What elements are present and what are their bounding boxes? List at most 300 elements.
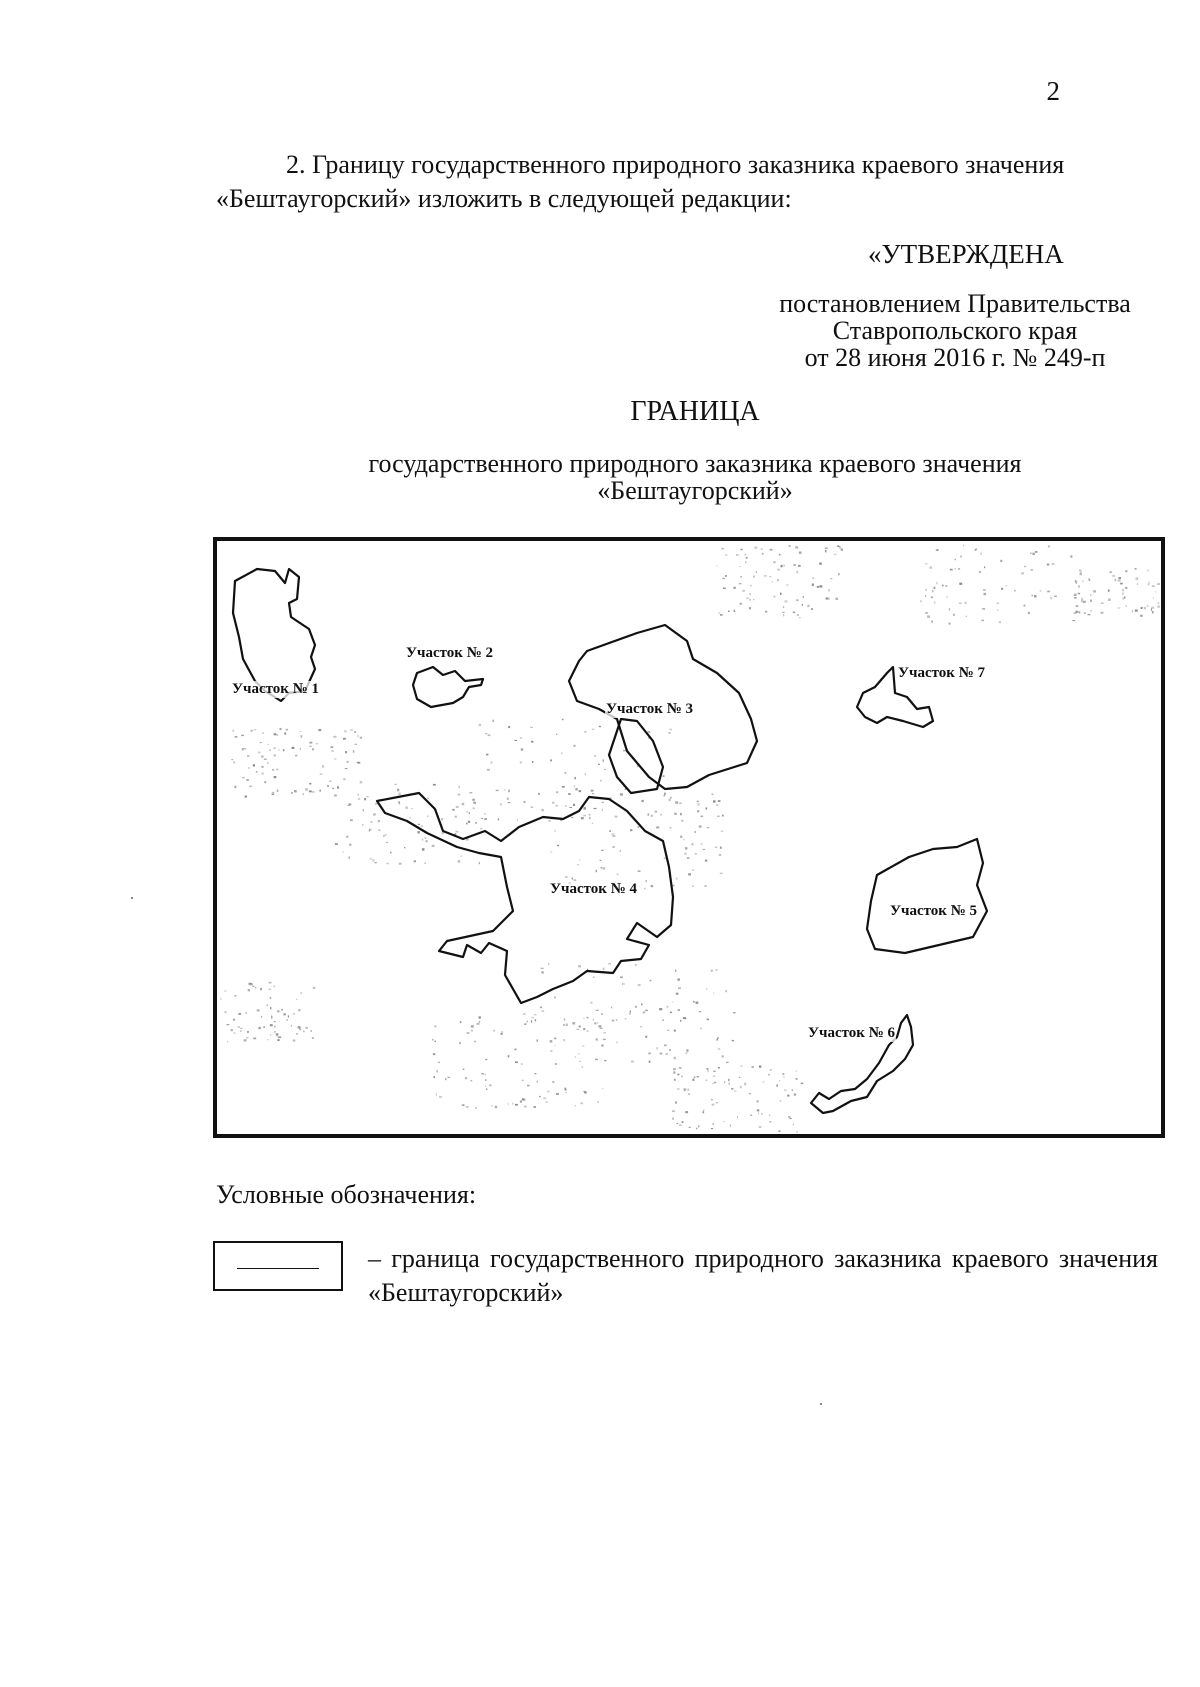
texture-speck [825,547,828,549]
texture-speck [577,1029,580,1030]
texture-speck [242,777,245,779]
texture-speck [597,1101,598,1103]
texture-speck [685,1111,688,1113]
texture-speck [583,815,586,817]
texture-speck [1119,577,1122,579]
texture-speck [239,1013,241,1015]
texture-speck [371,821,373,823]
texture-speck [746,557,748,559]
texture-speck [1021,572,1024,574]
texture-speck [520,761,522,763]
texture-speck [1124,596,1125,598]
texture-speck [386,842,388,843]
texture-speck [1137,584,1138,585]
texture-speck [673,1068,676,1070]
texture-speck [274,1026,275,1028]
texture-speck [716,1039,718,1041]
texture-speck [493,720,495,722]
texture-speck [313,987,316,989]
texture-speck [713,1075,715,1077]
legend-boundary-symbol [213,1241,343,1291]
texture-speck [572,878,573,880]
texture-speck [749,607,751,609]
texture-speck [332,788,334,789]
texture-speck [399,803,400,805]
texture-speck [700,1028,701,1030]
texture-speck [445,1078,446,1080]
texture-speck [375,803,378,805]
texture-speck [1125,570,1127,572]
texture-speck [485,1074,486,1076]
texture-speck [598,764,600,765]
amendment-paragraph [216,148,1166,216]
texture-speck [659,1008,662,1010]
texture-speck [514,740,517,741]
texture-speck [670,797,672,799]
texture-speck [556,791,558,793]
texture-speck [713,800,716,802]
texture-speck [507,798,509,800]
texture-speck [650,980,652,981]
texture-speck [673,1001,674,1002]
texture-speck [624,983,625,985]
texture-speck [350,819,353,821]
texture-speck [1032,595,1033,597]
texture-speck [793,612,795,614]
texture-speck [603,968,605,970]
legend-boundary-description: – граница государственного природного заказника краевого значения «Бештаугорский» [368,1244,1158,1307]
texture-speck [1132,610,1133,612]
texture-speck [797,1131,798,1132]
texture-speck [779,554,781,556]
texture-speck [770,549,773,551]
texture-speck [732,1040,734,1041]
texture-speck [612,835,615,837]
texture-speck [745,554,746,555]
texture-speck [1031,569,1033,571]
texture-speck [594,1022,596,1024]
texture-speck [245,1013,247,1014]
texture-speck [575,788,577,790]
texture-speck [432,845,435,847]
texture-speck [301,992,302,993]
texture-speck [283,749,285,751]
map-drawing [217,541,1161,1134]
texture-speck [674,813,677,815]
texture-speck [601,1045,603,1047]
texture-speck [765,611,767,613]
texture-speck [288,1015,289,1017]
texture-speck [758,1113,759,1114]
texture-speck [780,593,782,595]
texture-speck [711,970,713,972]
texture-speck [739,1077,740,1078]
texture-speck [517,819,518,821]
texture-speck [676,878,677,880]
texture-speck [438,1062,440,1064]
paragraph-line-1: 2. Границу государственного природного заказника краевого значения [286,150,1065,179]
texture-speck [1110,571,1112,573]
texture-speck [674,1079,676,1081]
texture-speck [537,1081,538,1083]
texture-speck [244,748,247,749]
texture-speck [723,578,725,580]
texture-speck [638,871,641,872]
texture-speck [687,1089,689,1091]
texture-speck [309,791,312,793]
texture-speck [523,1014,526,1015]
texture-speck [565,805,567,806]
texture-speck [432,1039,434,1041]
texture-speck [608,963,611,964]
texture-speck [556,805,558,807]
texture-speck [669,1049,671,1051]
texture-speck [769,576,771,577]
texture-speck [267,1005,268,1007]
texture-speck [982,608,985,610]
texture-speck [1001,588,1003,590]
texture-speck [422,839,424,841]
texture-speck [1091,610,1092,612]
texture-speck [274,776,277,778]
texture-speck [491,761,493,763]
texture-speck [835,598,838,600]
texture-speck [677,1089,679,1090]
texture-speck [335,736,336,738]
texture-speck [695,831,696,833]
texture-speck [1101,603,1104,604]
texture-speck [456,831,459,833]
texture-speck [740,603,742,605]
texture-speck [965,602,967,604]
texture-speck [716,565,717,566]
texture-speck [1152,585,1154,587]
texture-speck [620,976,623,978]
texture-speck [716,969,718,971]
texture-speck [281,1009,283,1011]
texture-speck [465,1077,467,1079]
texture-speck [663,795,665,796]
texture-speck [783,565,784,567]
texture-speck [682,1121,684,1123]
texture-speck [716,1102,719,1104]
texture-speck [471,1030,473,1032]
texture-speck [512,1103,513,1105]
texture-speck [540,1007,542,1009]
plot-label-2: Участок № 2 [406,645,494,661]
plot-label-5: Участок № 5 [890,903,978,919]
texture-speck [630,1011,631,1013]
texture-speck [390,852,391,854]
texture-speck [227,1041,228,1043]
texture-speck [399,863,402,865]
texture-speck [756,1100,758,1103]
texture-speck [245,796,248,798]
texture-speck [234,786,236,788]
texture-speck [942,585,944,587]
texture-speck [1079,570,1082,571]
texture-speck [602,802,604,803]
texture-speck [726,1062,729,1063]
texture-speck [524,1098,526,1100]
texture-speck [539,1096,541,1097]
texture-speck [947,596,949,598]
texture-speck [838,573,839,575]
texture-speck [420,825,423,827]
texture-speck [696,1128,697,1130]
texture-speck [293,1040,296,1042]
texture-speck [358,798,360,800]
texture-speck [1081,600,1083,602]
texture-speck [700,843,702,844]
texture-speck [1000,560,1002,562]
texture-speck [422,848,425,850]
texture-speck [530,727,533,728]
texture-speck [699,826,702,828]
texture-speck [372,860,374,861]
texture-speck [725,990,727,992]
texture-speck [1118,607,1121,608]
texture-speck [1136,578,1139,580]
texture-speck [718,1067,720,1068]
texture-speck [278,1036,281,1038]
texture-speck [349,803,352,805]
texture-speck [274,1031,276,1033]
texture-speck [485,1086,486,1087]
texture-speck [364,798,366,800]
texture-speck [750,1115,752,1116]
texture-speck [698,803,700,805]
texture-speck [714,1082,716,1083]
texture-speck [357,762,360,763]
texture-speck [797,614,799,616]
texture-speck [707,1068,709,1070]
texture-speck [433,1076,435,1078]
texture-speck [294,1013,295,1014]
texture-speck [458,794,461,796]
texture-speck [670,827,672,828]
texture-speck [475,1041,476,1043]
plot-label-3: Участок № 3 [606,701,694,717]
texture-speck [706,1080,708,1081]
texture-speck [603,759,604,761]
texture-speck [437,1070,438,1072]
texture-speck [1047,564,1049,566]
texture-speck [541,968,544,969]
texture-speck [253,764,255,766]
texture-speck [274,985,275,987]
texture-speck [1089,578,1090,580]
texture-speck [1024,605,1026,607]
texture-speck [676,993,679,995]
texture-speck [644,888,645,889]
texture-speck [260,988,262,990]
texture-speck [579,1026,581,1028]
texture-speck [664,858,666,859]
texture-speck [798,565,801,567]
texture-speck [983,590,986,591]
texture-speck [375,862,377,863]
texture-speck [707,1070,708,1072]
texture-speck [723,588,726,590]
texture-speck [515,1104,518,1106]
texture-speck [616,1042,617,1043]
texture-speck [508,802,511,803]
plot-label-6: Участок № 6 [808,1025,896,1041]
texture-speck [830,578,832,579]
texture-speck [277,1010,279,1012]
texture-speck [312,791,315,793]
texture-speck [603,1039,606,1040]
texture-speck [343,851,344,852]
texture-speck [699,1011,701,1012]
texture-speck [1152,611,1154,613]
texture-speck [527,1085,530,1087]
texture-speck [680,836,682,838]
texture-speck [669,799,671,801]
texture-speck [1050,597,1051,599]
plot-label-4: Участок № 4 [550,881,638,897]
texture-speck [1079,611,1081,613]
texture-speck [292,747,295,749]
texture-speck [574,745,576,747]
texture-speck [273,748,276,749]
texture-speck [925,563,927,564]
texture-speck [795,546,798,548]
decree-line-1: постановлением Правительства [779,289,1131,318]
texture-speck [491,1105,493,1106]
texture-speck [623,750,626,751]
texture-speck [712,794,714,795]
texture-speck [742,590,745,592]
texture-speck [752,1066,754,1068]
texture-speck [460,1021,462,1023]
texture-speck [793,1124,794,1126]
texture-speck [1155,591,1157,592]
texture-speck [613,846,615,848]
texture-speck [1090,600,1092,602]
texture-speck [703,1111,705,1113]
texture-speck [717,816,719,817]
texture-speck [564,1019,565,1021]
texture-speck [224,1011,226,1013]
texture-speck [468,821,470,823]
texture-speck [754,547,757,549]
texture-speck [697,1076,699,1077]
texture-speck [1158,602,1160,604]
texture-speck [349,844,351,846]
texture-speck [1147,570,1149,572]
texture-speck [596,870,598,872]
texture-speck [953,614,954,616]
texture-speck [276,1033,279,1035]
texture-speck [782,1073,784,1075]
texture-speck [441,818,443,820]
texture-speck [463,1069,465,1070]
texture-speck [676,1123,678,1124]
texture-speck [761,548,763,550]
texture-speck [931,621,932,623]
texture-speck [777,579,779,581]
texture-speck [630,829,632,831]
texture-speck [562,719,564,720]
texture-speck [761,1113,763,1115]
texture-speck [770,1069,772,1071]
texture-speck [739,566,740,567]
texture-speck [625,1018,627,1019]
texture-speck [1076,605,1078,606]
texture-speck [651,885,654,887]
texture-speck [378,820,380,822]
texture-speck [615,816,618,818]
boundary-map [213,537,1165,1138]
texture-speck [825,550,827,552]
texture-speck [596,1010,599,1011]
texture-speck [224,991,227,992]
texture-speck [427,798,429,799]
texture-speck [781,565,783,567]
texture-speck [701,816,704,818]
texture-speck [1118,579,1121,581]
texture-speck [330,747,333,748]
texture-speck [316,743,318,744]
texture-speck [734,610,736,612]
texture-speck [664,1045,667,1047]
texture-speck [370,858,372,860]
texture-speck [579,1061,581,1062]
texture-speck [585,773,586,775]
texture-speck [486,754,488,756]
texture-speck [1082,581,1083,583]
texture-speck [601,867,602,869]
texture-speck [434,1026,436,1028]
texture-speck [300,731,302,732]
texture-speck [270,749,271,751]
texture-speck [592,823,593,825]
texture-speck [251,730,253,732]
texture-speck [705,860,707,862]
texture-speck [725,555,728,556]
texture-speck [406,807,408,809]
texture-speck [812,584,814,586]
texture-speck [683,839,685,840]
texture-speck [1078,585,1080,587]
texture-speck [372,859,374,860]
texture-speck [794,564,796,566]
texture-speck [665,1054,668,1055]
texture-speck [241,735,244,736]
texture-speck [753,599,754,600]
texture-speck [1112,575,1115,577]
texture-speck [349,857,350,859]
texture-speck [643,1011,645,1013]
texture-speck [397,789,399,792]
texture-speck [589,814,591,816]
texture-speck [264,759,267,761]
texture-speck [773,561,775,563]
texture-speck [975,548,977,550]
texture-speck [563,1039,565,1041]
texture-speck [305,788,308,790]
texture-speck [669,729,672,731]
texture-speck [785,600,788,602]
texture-speck [501,1031,503,1033]
texture-speck [240,1030,241,1032]
texture-speck [646,880,647,882]
texture-speck [834,554,837,555]
texture-speck [950,569,953,571]
texture-speck [693,1001,695,1003]
